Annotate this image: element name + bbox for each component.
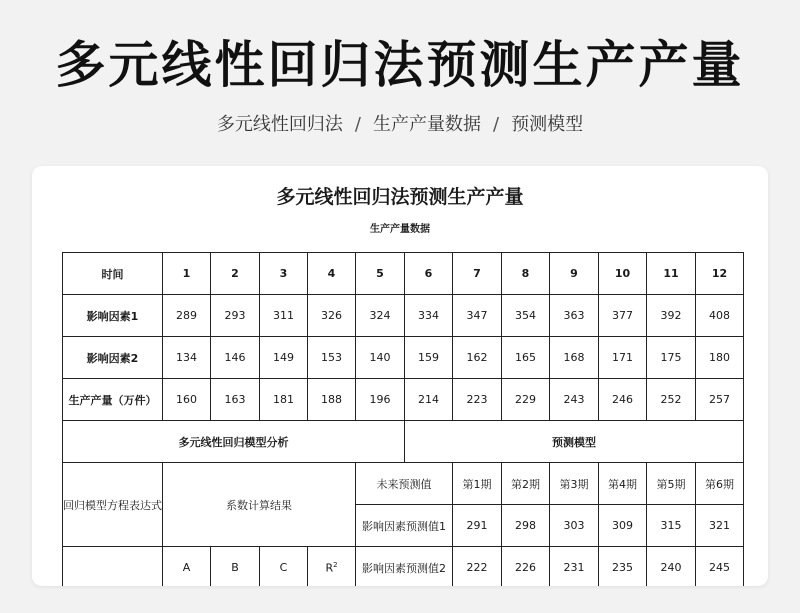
table-caption: 生产产量数据 (370, 224, 430, 235)
pred2-label: 影响因素预测值2 (356, 547, 453, 587)
data-cell: 180 (696, 337, 744, 379)
data-cell: 311 (260, 295, 308, 337)
coef-name: A (182, 561, 191, 574)
pred2-cell: 245 (696, 547, 744, 587)
data-cell: 160 (163, 379, 211, 421)
data-cell: 140 (356, 337, 405, 379)
data-cell: 246 (599, 379, 647, 421)
pred1-cell: 315 (647, 505, 696, 547)
breadcrumb-item-method: 多元线性回归法 (216, 114, 343, 135)
coef-name-cell (308, 547, 356, 587)
pred1-label: 影响因素预测值1 (356, 505, 453, 547)
period-header: 4 (308, 253, 356, 295)
document-card (32, 166, 768, 586)
pred2-cell: 235 (599, 547, 647, 587)
table-row-pred2 (63, 547, 744, 587)
data-cell: 149 (260, 337, 308, 379)
period-header: 3 (260, 253, 308, 295)
breadcrumb-item-data: 生产产量数据 (373, 114, 481, 135)
page-title: 多元线性回归法预测生产产量 (55, 36, 745, 94)
row-label: 影响因素1 (63, 295, 163, 337)
period-header: 10 (599, 253, 647, 295)
coef-name-cell (163, 547, 211, 587)
period-header: 12 (696, 253, 744, 295)
document-title: 多元线性回归法预测生产产量 (276, 186, 524, 208)
table-row-time (63, 253, 744, 295)
data-cell: 223 (453, 379, 502, 421)
data-cell: 214 (405, 379, 453, 421)
data-cell: 168 (550, 337, 599, 379)
pred1-cell: 309 (599, 505, 647, 547)
table-row (63, 379, 744, 421)
data-cell: 408 (696, 295, 744, 337)
row-label: 生产产量（万件） (63, 379, 163, 421)
data-cell: 257 (696, 379, 744, 421)
data-cell: 392 (647, 295, 696, 337)
data-cell: 163 (211, 379, 260, 421)
data-cell: 252 (647, 379, 696, 421)
data-cell: 243 (550, 379, 599, 421)
data-cell: 175 (647, 337, 696, 379)
data-cell: 354 (502, 295, 550, 337)
data-cell: 229 (502, 379, 550, 421)
data-cell: 181 (260, 379, 308, 421)
period-header: 11 (647, 253, 696, 295)
time-label: 时间 (63, 253, 163, 295)
data-cell: 171 (599, 337, 647, 379)
coef-name: R (325, 561, 334, 575)
pred1-cell: 303 (550, 505, 599, 547)
data-cell: 363 (550, 295, 599, 337)
period-header: 2 (211, 253, 260, 295)
data-cell: 377 (599, 295, 647, 337)
equation-label: 回归模型方程表达式 (63, 463, 163, 547)
row-label: 影响因素2 (63, 337, 163, 379)
table-row-future (63, 463, 744, 505)
breadcrumb-separator: / (493, 114, 500, 135)
period-header: 1 (163, 253, 211, 295)
data-cell: 188 (308, 379, 356, 421)
future-label: 未来预测值 (356, 463, 453, 505)
data-cell: 153 (308, 337, 356, 379)
data-cell: 289 (163, 295, 211, 337)
breadcrumb-item-model: 预测模型 (511, 114, 584, 135)
period-header: 8 (502, 253, 550, 295)
data-cell: 196 (356, 379, 405, 421)
future-period: 第5期 (647, 463, 696, 505)
future-period: 第2期 (502, 463, 550, 505)
data-cell: 165 (502, 337, 550, 379)
future-period: 第1期 (453, 463, 502, 505)
pred1-cell: 298 (502, 505, 550, 547)
coef-name-cell (211, 547, 260, 587)
r-squared-superscript: 2 (333, 560, 338, 569)
pred2-cell: 240 (647, 547, 696, 587)
coef-name-cell (260, 547, 308, 587)
coef-name: B (231, 561, 239, 574)
data-cell: 146 (211, 337, 260, 379)
data-cell: 134 (163, 337, 211, 379)
analysis-header: 多元线性回归模型分析 (63, 421, 405, 463)
coef-name: C (279, 561, 288, 574)
forecast-header: 预测模型 (405, 421, 744, 463)
breadcrumb-separator: / (354, 114, 361, 135)
period-header: 6 (405, 253, 453, 295)
table-row (63, 337, 744, 379)
data-cell: 334 (405, 295, 453, 337)
data-cell: 293 (211, 295, 260, 337)
future-period: 第6期 (696, 463, 744, 505)
pred2-cell: 231 (550, 547, 599, 587)
period-header: 9 (550, 253, 599, 295)
breadcrumb (0, 112, 800, 138)
pred2-cell: 226 (502, 547, 550, 587)
equation-value-cell (63, 547, 163, 587)
data-cell: 162 (453, 337, 502, 379)
period-header: 7 (453, 253, 502, 295)
period-header: 5 (356, 253, 405, 295)
production-table (62, 252, 744, 586)
data-cell: 324 (356, 295, 405, 337)
data-cell: 326 (308, 295, 356, 337)
pred1-cell: 321 (696, 505, 744, 547)
table-row (63, 295, 744, 337)
pred1-cell: 291 (453, 505, 502, 547)
pred2-cell: 222 (453, 547, 502, 587)
data-cell: 159 (405, 337, 453, 379)
table-row-sections (63, 421, 744, 463)
coef-label: 系数计算结果 (163, 463, 356, 547)
future-period: 第3期 (550, 463, 599, 505)
data-cell: 347 (453, 295, 502, 337)
future-period: 第4期 (599, 463, 647, 505)
